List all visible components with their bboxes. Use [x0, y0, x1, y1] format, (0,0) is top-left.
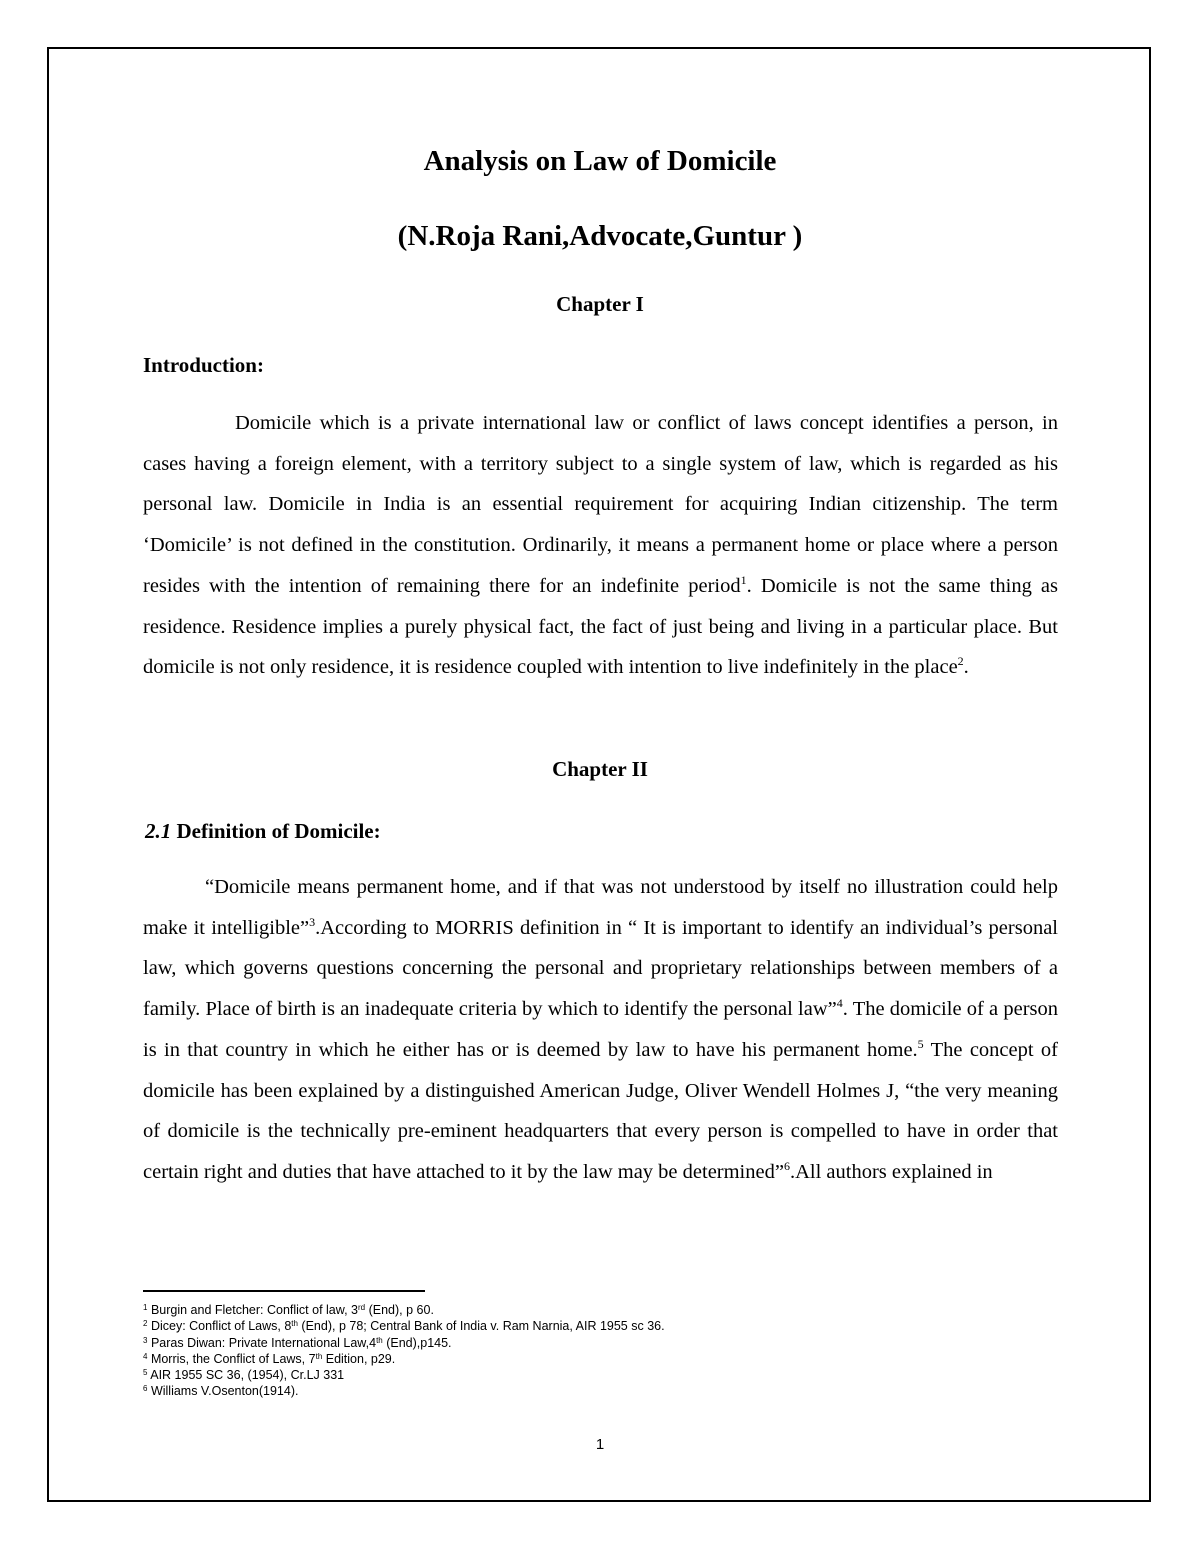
- footnote-text: Paras Diwan: Private International Law,4: [150, 1335, 377, 1350]
- footnote-ref-6: 6: [783, 1158, 790, 1173]
- footnote-text: Morris, the Conflict of Laws, 7: [150, 1351, 316, 1366]
- text-span: “Domicile means permanent home, and if that was not understood by itself no illustration could help make it intelligible”: [143, 876, 1058, 939]
- text-span: The concept of domicile has been explained by a distinguished American Judge, Oliver Wendell Holmes J, “the very meaning of domicile is the technically pre-eminent headquarters that every person is compelled to have in order that certain right and duties that have attached to it by the law may be determined”: [143, 1038, 1058, 1183]
- footnote-text: AIR 1955 SC 36, (1954), Cr.LJ 331: [150, 1368, 345, 1383]
- footnote-mark: 3: [143, 1335, 148, 1345]
- introduction-heading: Introduction:: [143, 353, 264, 377]
- footnote-text: Dicey: Conflict of Laws, 8: [150, 1319, 292, 1334]
- text-span: . The domicile of a person is in that country in which he either has or is deemed by law to have his permanent home.: [143, 998, 1058, 1061]
- section-number: 2.1: [145, 819, 172, 843]
- footnote-ref-3: 3: [309, 914, 316, 929]
- footnote-mark: 4: [143, 1351, 148, 1361]
- footnote-separator: [143, 1290, 425, 1292]
- section-title: Definition of Domicile:: [176, 819, 381, 843]
- footnote-ref-1: 1: [740, 572, 747, 587]
- author-line: (N.Roja Rani,Advocate,Guntur ): [397, 220, 803, 252]
- footnote-text: (End), p 78; Central Bank of India v. Ram Narnia, AIR 1955 sc 36.: [297, 1319, 665, 1334]
- footnote-text: Williams V.Osenton(1914).: [150, 1384, 299, 1399]
- page-number: 1: [595, 1436, 605, 1453]
- footnotes: [143, 1302, 943, 1400]
- footnote-sup: rd: [358, 1303, 366, 1312]
- footnote-text: Edition, p29.: [322, 1351, 396, 1366]
- text-span: .According to MORRIS definition in “ It is important to identify an individual’s personal law, which governs questions concerning the personal and proprietary relationships between members of a family. Place of birth is an inadequate criteria by which to identify the personal law”: [143, 916, 1058, 1021]
- footnote-mark: 6: [143, 1384, 148, 1394]
- footnote-mark: 5: [143, 1368, 148, 1378]
- introduction-paragraph: [143, 403, 1058, 688]
- footnote-mark: 2: [143, 1319, 148, 1329]
- document-title: Analysis on Law of Domicile: [423, 145, 777, 177]
- footnote-ref-4: 4: [836, 996, 843, 1011]
- footnote: [143, 1383, 943, 1399]
- text-span: .: [963, 656, 969, 679]
- footnote-text: (End),p145.: [382, 1335, 452, 1350]
- footnote-text: (End), p 60.: [365, 1303, 434, 1317]
- definition-paragraph: [143, 867, 1058, 1193]
- text-span: .All authors explained in: [789, 1160, 993, 1183]
- footnote-sup: th: [376, 1335, 383, 1345]
- text-span: Domicile which is a private international law or conflict of laws concept identifies a person, in cases having a foreign element, with a territory subject to a single system of law, which is regarded as his personal law. Domicile in India is an essential requirement for acquiring Indian citizenship. The term ‘Domicile’ is not defined in the constitution. Ordinarily, it means a permanent home or place where a person resides with the intention of remaining there for an indefinite period: [143, 412, 1058, 597]
- text-span: . Domicile is not the same thing as residence. Residence implies a purely physical fact, the fact of just being and living in a particular place. But domicile is not only residence, it is residence coupled with intention to live indefinitely in the place: [143, 574, 1058, 679]
- footnote: [143, 1367, 943, 1383]
- footnote-mark: 1: [143, 1303, 148, 1312]
- chapter-2-heading: Chapter II: [552, 757, 648, 781]
- definition-heading: [145, 818, 381, 844]
- footnote: [143, 1335, 943, 1351]
- footnote: [143, 1302, 943, 1318]
- footnote-ref-2: 2: [957, 654, 964, 669]
- footnote-sup: th: [315, 1351, 323, 1361]
- footnote: [143, 1351, 943, 1367]
- footnote-ref-5: 5: [917, 1036, 924, 1051]
- footnote-text: Burgin and Fletcher: Conflict of law, 3: [150, 1303, 358, 1317]
- chapter-1-heading: Chapter I: [556, 292, 644, 316]
- footnote: [143, 1318, 943, 1334]
- footnote-sup: th: [291, 1319, 298, 1329]
